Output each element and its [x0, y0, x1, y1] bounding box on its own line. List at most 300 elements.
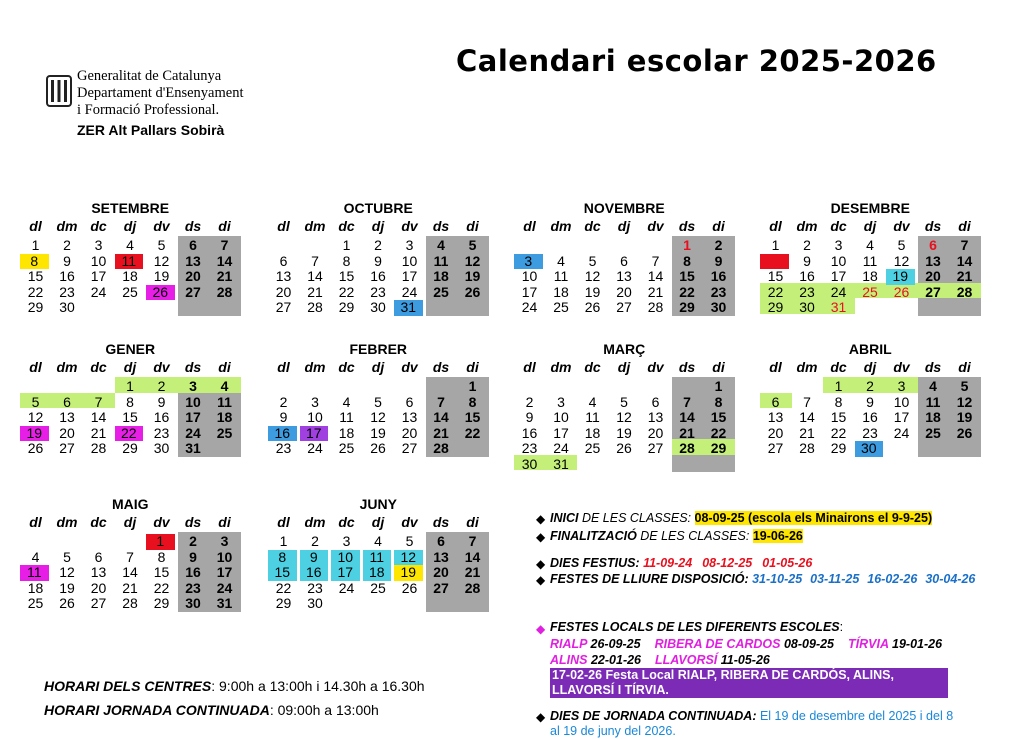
weekday-header: dl	[29, 218, 42, 234]
day-cell: 8	[683, 252, 691, 269]
day-cell: 13	[59, 409, 75, 425]
weekday-header: dl	[277, 359, 290, 375]
day-cell: 18	[862, 268, 878, 284]
day-cell: 24	[185, 424, 201, 441]
month-abril	[760, 341, 1008, 481]
day-cell: 11	[217, 393, 232, 410]
lliure-value: 16-02-26	[867, 572, 918, 586]
month-name: FEBRER	[349, 341, 408, 357]
weekday-header: dj	[617, 359, 631, 375]
weekday-header: dc	[338, 218, 355, 234]
weekday-header: dm	[304, 359, 326, 375]
day-cell: 13	[647, 409, 664, 425]
day-cell: 14	[647, 268, 664, 284]
day-cell: 7	[683, 393, 691, 410]
weekday-header: dj	[371, 359, 385, 375]
info-inici: INICI DE LES CLASSES: 08-09-25 (escola els Minairons el 9-9-25)	[550, 511, 933, 525]
weekday-header: dm	[304, 514, 326, 530]
local-school-name: TÍRVIA	[848, 637, 889, 651]
day-cell: 1	[771, 237, 780, 253]
weekday-header: dl	[523, 218, 536, 234]
day-cell: 1	[31, 237, 40, 253]
day-cell: 23	[370, 283, 386, 300]
day-cell: 16	[185, 564, 201, 580]
weekday-header: dm	[550, 218, 572, 234]
day-cell: 14	[679, 409, 695, 425]
day-cell: 20	[275, 283, 292, 300]
day-cell: 16	[521, 424, 538, 441]
day-cell: 8	[760, 254, 789, 270]
day-cell: 19	[616, 424, 632, 441]
day-cell: 23	[710, 283, 727, 300]
day-cell: 20	[90, 579, 107, 596]
day-cell: 22	[710, 424, 727, 441]
day-cell: 8	[342, 252, 351, 269]
month-març	[514, 341, 762, 481]
weekday-header: ds	[432, 514, 450, 530]
day-cell: 11	[585, 409, 600, 425]
day-cell: 25	[584, 440, 601, 456]
zer-name: ZER Alt Pallars Sobirà	[77, 122, 225, 138]
day-cell: 4	[588, 393, 597, 410]
day-cell: 13	[925, 252, 941, 269]
day-cell: 15	[153, 564, 170, 580]
organization-block	[77, 68, 243, 139]
day-cell: 29	[679, 299, 695, 315]
day-cell: 9	[866, 393, 874, 410]
local-school-date: 22-01-26	[587, 653, 642, 667]
day-cell: 7	[94, 393, 103, 410]
local-school-name: LLAVORSÍ	[655, 653, 718, 667]
day-cell: 26	[893, 283, 910, 300]
day-cell: 17	[830, 268, 847, 284]
day-cell: 5	[157, 237, 166, 253]
day-cell: 20	[616, 283, 632, 300]
day-cell: 4	[929, 378, 937, 394]
day-cell: 31	[830, 299, 847, 315]
day-cell: 10	[216, 548, 233, 565]
weekday-header: dl	[523, 359, 536, 375]
day-cell: 4	[220, 378, 229, 394]
weekday-header: di	[466, 514, 479, 530]
day-cell: 26	[616, 440, 632, 456]
day-cell: 6	[279, 252, 288, 269]
day-cell: 27	[616, 299, 632, 315]
festius-value: 08-12-25	[702, 556, 753, 570]
day-cell: 3	[897, 378, 906, 394]
day-cell: 10	[401, 252, 418, 269]
lliure-value: 03-11-25	[810, 572, 860, 586]
day-cell: 30	[855, 441, 884, 457]
local-school-date: 26-09-25	[587, 637, 641, 651]
day-cell: 15	[27, 268, 44, 284]
day-cell: 10	[90, 252, 107, 269]
day-cell: 15	[710, 409, 727, 425]
day-cell: 8	[20, 254, 49, 270]
weekday-header: dl	[277, 218, 290, 234]
bullet-icon: ◆	[536, 573, 546, 587]
day-cell: 12	[370, 409, 386, 425]
day-cell: 7	[651, 252, 660, 269]
festius-values	[643, 556, 812, 570]
month-octubre	[268, 200, 516, 340]
day-cell: 31	[553, 455, 569, 472]
bullet-icon: ◆	[536, 512, 546, 526]
day-cell: 7	[311, 252, 319, 269]
weekday-header: ds	[184, 218, 202, 234]
bullet-icon: ◆	[536, 622, 546, 636]
day-cell: 13	[275, 268, 292, 284]
day-cell: 25	[370, 579, 386, 596]
bullet-icon: ◆	[536, 710, 546, 724]
day-cell: 2	[189, 533, 197, 549]
day-cell: 24	[893, 424, 910, 441]
weekday-header: dm	[796, 359, 818, 375]
weekday-header: dc	[584, 359, 601, 375]
generalitat-logo-icon	[46, 75, 72, 107]
day-cell: 6	[189, 237, 197, 253]
day-cell: 25	[27, 595, 44, 611]
day-cell: 30	[307, 595, 323, 611]
weekday-header: di	[218, 218, 231, 234]
day-cell: 2	[374, 237, 382, 253]
day-cell: 28	[90, 440, 107, 456]
day-cell: 10	[185, 393, 201, 410]
day-cell: 25	[553, 299, 569, 315]
day-cell: 20	[647, 424, 664, 441]
day-cell: 13	[401, 409, 418, 425]
day-cell: 27	[401, 440, 418, 456]
day-cell: 22	[679, 283, 695, 300]
day-cell: 29	[275, 595, 292, 611]
day-cell: 9	[63, 252, 71, 269]
day-cell: 2	[279, 393, 288, 410]
weekday-header: dl	[769, 218, 782, 234]
day-cell: 15	[464, 409, 481, 425]
day-cell: 21	[90, 424, 107, 441]
day-cell: 27	[275, 299, 292, 315]
day-cell: 1	[279, 533, 288, 549]
festius-value: 11-09-24	[643, 556, 693, 570]
day-cell: 22	[767, 283, 784, 300]
month-setembre	[20, 200, 268, 340]
day-cell: 3	[311, 393, 319, 410]
day-cell: 21	[122, 579, 138, 596]
day-cell: 6	[437, 533, 445, 549]
day-cell: 6	[620, 252, 628, 269]
day-cell: 21	[433, 424, 449, 441]
month-name: JUNY	[359, 496, 397, 512]
day-cell: 14	[122, 564, 138, 580]
day-cell: 12	[956, 393, 973, 410]
weekday-header: di	[218, 514, 231, 530]
day-cell: 30	[59, 299, 75, 315]
info-festes-locals-label: FESTES LOCALS DE LES DIFERENTS ESCOLES:	[550, 620, 844, 634]
day-cell: 18	[553, 283, 569, 300]
day-cell: 14	[799, 409, 815, 425]
day-cell: 17	[185, 409, 201, 425]
weekday-header: di	[958, 359, 971, 375]
day-cell: 17	[401, 268, 418, 284]
weekday-header: di	[466, 218, 479, 234]
day-cell: 6	[929, 237, 937, 253]
day-cell: 16	[370, 268, 386, 284]
day-cell: 21	[464, 564, 481, 580]
day-cell: 11	[115, 254, 144, 270]
day-cell: 22	[464, 424, 481, 441]
day-cell: 28	[956, 283, 973, 300]
month-febrer	[268, 341, 516, 481]
weekday-header: di	[712, 359, 725, 375]
day-cell: 1	[342, 237, 351, 253]
day-cell: 7	[220, 237, 229, 253]
day-cell: 25	[122, 283, 138, 300]
day-cell: 14	[216, 252, 233, 269]
weekday-header: dj	[371, 514, 385, 530]
day-cell: 15	[767, 268, 784, 284]
day-cell: 19	[153, 268, 170, 284]
weekday-header: dj	[371, 218, 385, 234]
day-cell: 9	[525, 409, 534, 425]
weekday-header: dm	[56, 514, 78, 530]
day-cell: 8	[268, 550, 297, 566]
day-cell: 11	[20, 565, 49, 581]
day-cell: 25	[925, 424, 941, 441]
day-cell: 18	[433, 268, 449, 284]
day-cell: 26	[27, 440, 44, 456]
day-cell: 28	[122, 595, 138, 611]
day-cell: 24	[90, 283, 107, 300]
day-cell: 5	[897, 237, 906, 253]
month-name: MAIG	[111, 496, 149, 512]
day-cell: 25	[338, 440, 355, 456]
local-school-date: 11-05-26	[717, 653, 770, 667]
day-cell: 21	[307, 283, 323, 300]
day-cell: 5	[374, 393, 382, 410]
day-cell: 26	[59, 595, 75, 611]
day-cell: 11	[862, 252, 878, 269]
day-cell: 28	[307, 299, 323, 315]
weekday-header: ds	[678, 218, 696, 234]
day-cell: 10	[521, 268, 538, 284]
day-cell: 8	[468, 393, 477, 410]
info-jornada-continuada: DIES DE JORNADA CONTINUADA: El 19 de desembre del 2025 i del 8 al 19 de juny del 2026.	[550, 709, 954, 738]
day-cell: 14	[307, 268, 323, 284]
weekday-header: dv	[153, 218, 170, 234]
day-cell: 24	[216, 579, 233, 596]
festes-locals-line-1	[550, 637, 942, 652]
day-cell: 5	[468, 237, 477, 253]
day-cell: 16	[799, 268, 815, 284]
weekday-header: dc	[90, 218, 107, 234]
day-cell: 12	[464, 252, 481, 269]
day-cell: 18	[216, 409, 233, 425]
weekday-header: dc	[830, 359, 847, 375]
day-cell: 20	[767, 424, 784, 441]
month-name: DESEMBRE	[830, 200, 910, 216]
weekday-header: dv	[153, 359, 170, 375]
horari-centres: HORARI DELS CENTRES: 9:00h a 13:00h i 14.30h a 16.30h	[44, 678, 425, 694]
day-cell: 9	[714, 252, 723, 269]
day-cell: 4	[126, 237, 134, 253]
day-cell: 18	[338, 424, 355, 441]
day-cell: 18	[363, 565, 392, 581]
weekday-header: dl	[29, 514, 42, 530]
weekday-header: dm	[304, 218, 326, 234]
day-cell: 31	[185, 440, 201, 456]
day-cell: 12	[394, 550, 423, 566]
day-cell: 21	[799, 424, 815, 441]
day-cell: 19	[394, 565, 423, 581]
festes-locals-line-2	[550, 653, 770, 668]
day-cell: 2	[157, 378, 166, 394]
day-cell: 19	[464, 268, 481, 284]
day-cell: 9	[157, 393, 166, 410]
day-cell: 6	[405, 393, 414, 410]
day-cell: 23	[521, 440, 538, 456]
day-cell: 3	[342, 533, 351, 549]
weekday-header: dc	[90, 359, 107, 375]
day-cell: 10	[553, 409, 569, 425]
weekday-header: dj	[123, 218, 137, 234]
day-cell: 24	[401, 283, 418, 300]
local-school-name: ALINS	[550, 653, 588, 667]
day-cell: 21	[216, 268, 233, 284]
day-cell: 5	[960, 378, 969, 394]
day-cell: 22	[338, 283, 355, 300]
day-cell: 1	[683, 237, 691, 253]
weekday-header: dc	[338, 359, 355, 375]
day-cell: 13	[616, 268, 632, 284]
day-cell: 8	[714, 393, 723, 410]
day-cell: 15	[338, 268, 355, 284]
day-cell: 24	[338, 579, 355, 596]
day-cell: 8	[126, 393, 134, 410]
weekday-header: dc	[338, 514, 355, 530]
bullet-icon: ◆	[536, 530, 546, 544]
day-cell: 2	[311, 533, 319, 549]
day-cell: 30	[710, 299, 727, 315]
info-festius: DIES FESTIUS: 11-09-24 08-12-25 01-05-26	[550, 556, 813, 570]
day-cell: 1	[146, 534, 175, 550]
day-cell: 17	[90, 268, 107, 284]
day-cell: 25	[216, 424, 233, 441]
day-cell: 1	[126, 378, 134, 394]
day-cell: 10	[893, 393, 910, 410]
day-cell: 1	[714, 378, 723, 394]
weekday-header: dc	[90, 514, 107, 530]
day-cell: 24	[521, 299, 538, 315]
org-line-1: Generalitat de Catalunya	[77, 68, 222, 84]
weekday-header: ds	[184, 359, 202, 375]
day-cell: 24	[553, 440, 569, 456]
day-cell: 14	[433, 409, 449, 425]
day-cell: 6	[771, 393, 780, 410]
weekday-header: dl	[277, 514, 290, 530]
day-cell: 17	[216, 564, 233, 580]
day-cell: 2	[63, 237, 71, 253]
day-cell: 11	[553, 268, 569, 284]
day-cell: 9	[279, 409, 288, 425]
weekday-header: dj	[123, 514, 137, 530]
day-cell: 4	[557, 252, 565, 269]
bullet-icon: ◆	[536, 557, 546, 571]
day-cell: 12	[153, 252, 170, 269]
month-name: GENER	[105, 341, 156, 357]
month-name: ABRIL	[848, 341, 892, 357]
day-cell: 30	[153, 440, 170, 456]
day-cell: 29	[830, 440, 847, 456]
org-line-2: Departament d'Ensenyament	[77, 85, 244, 101]
weekday-header: dm	[796, 218, 818, 234]
weekday-header: dv	[893, 218, 910, 234]
day-cell: 19	[584, 283, 601, 300]
local-school-name: RIALP	[550, 637, 588, 651]
festa-local-banner: 17-02-26 Festa Local RIALP, RIBERA DE CARDÓS, ALINS, LLAVORSÍ I TÍRVIA.	[550, 668, 948, 698]
festius-value: 01-05-26	[762, 556, 813, 570]
day-cell: 7	[126, 548, 134, 565]
day-cell: 30	[521, 455, 538, 472]
month-name: MARÇ	[603, 341, 646, 357]
day-cell: 22	[275, 579, 292, 596]
day-cell: 26	[956, 424, 973, 441]
day-cell: 19	[956, 409, 973, 425]
day-cell: 18	[122, 268, 138, 284]
weekday-header: ds	[432, 218, 450, 234]
day-cell: 5	[620, 393, 628, 410]
day-cell: 13	[767, 409, 784, 425]
day-cell: 17	[521, 283, 538, 300]
day-cell: 28	[433, 440, 449, 456]
day-cell: 5	[588, 252, 597, 269]
day-cell: 15	[122, 409, 138, 425]
weekday-header: di	[466, 359, 479, 375]
day-cell: 18	[925, 409, 941, 425]
day-cell: 9	[300, 550, 329, 566]
day-cell: 13	[433, 548, 449, 565]
day-cell: 9	[374, 252, 382, 269]
day-cell: 7	[803, 393, 811, 410]
day-cell: 1	[834, 378, 843, 394]
weekday-header: di	[218, 359, 231, 375]
weekday-header: dc	[584, 218, 601, 234]
day-cell: 7	[437, 393, 445, 410]
lliure-value: 30-04-26	[925, 572, 976, 586]
day-cell: 24	[830, 283, 847, 300]
day-cell: 3	[514, 254, 543, 270]
day-cell: 22	[27, 283, 44, 300]
day-cell: 23	[59, 283, 75, 300]
day-cell: 17	[300, 426, 329, 442]
day-cell: 19	[20, 426, 49, 442]
day-cell: 29	[153, 595, 170, 611]
day-cell: 7	[468, 533, 477, 549]
weekday-header: dv	[153, 514, 170, 530]
day-cell: 16	[300, 565, 329, 581]
day-cell: 5	[405, 533, 414, 549]
day-cell: 16	[59, 268, 75, 284]
day-cell: 27	[433, 579, 449, 596]
local-school-name: RIBERA DE CARDOS	[654, 637, 781, 651]
day-cell: 29	[710, 440, 727, 456]
day-cell: 29	[122, 440, 138, 456]
day-cell: 27	[185, 283, 201, 300]
weekday-header: ds	[678, 359, 696, 375]
day-cell: 29	[338, 299, 355, 315]
day-cell: 2	[803, 237, 811, 253]
weekday-header: dv	[401, 359, 418, 375]
day-cell: 6	[94, 548, 103, 565]
